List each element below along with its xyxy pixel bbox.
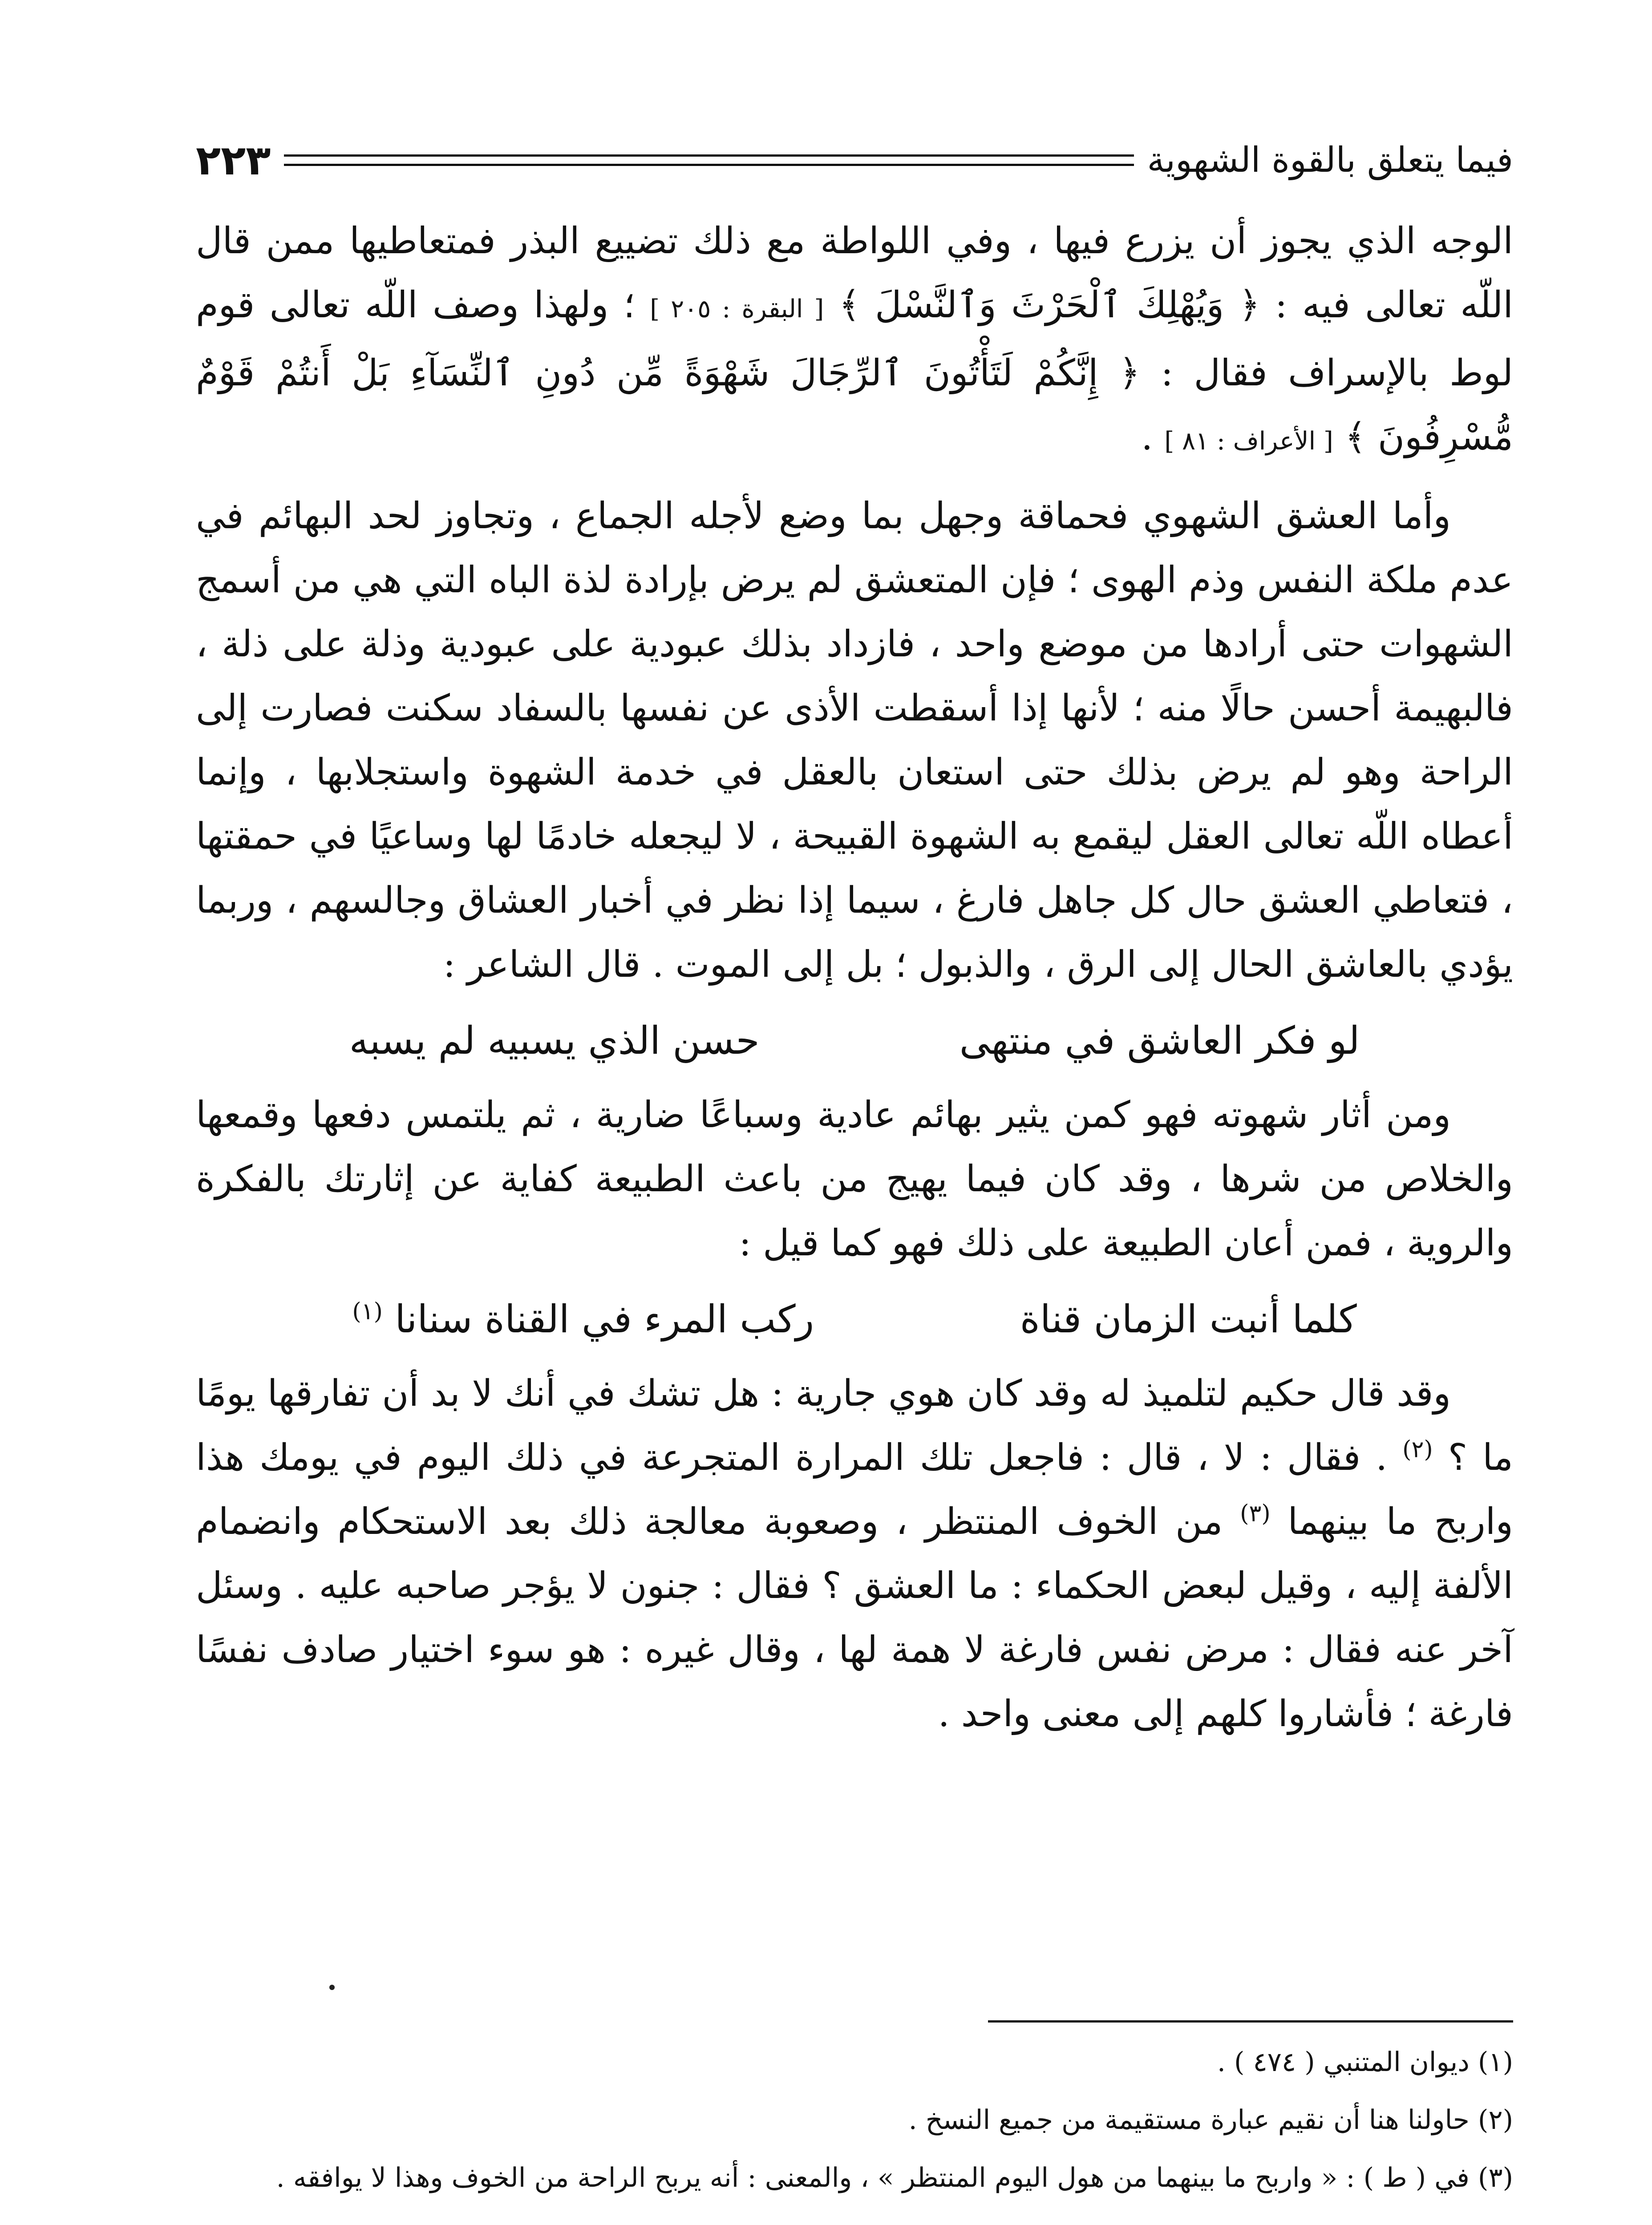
footnote-marker-1: (١) [352, 1298, 383, 1325]
verse-1-first-hemistich: لو فكر العاشق في منتهى [959, 1019, 1360, 1063]
chapter-title: فيما يتعلق بالقوة الشهوية [1147, 140, 1513, 180]
quran-verse-araf: ﴿ إِنَّكُمْ لَتَأْتُونَ ٱلرِّجَالَ شَهْوَةً مِّن دُونِ ٱلنِّسَآءِ بَلْ أَنتُمْ قَوْمٌ مُّسْرِفُونَ ﴾ [196, 352, 1513, 458]
running-header [196, 134, 1513, 187]
footnote-marker-2: (٢) [1402, 1436, 1433, 1463]
footnote-marker-3: (٣) [1240, 1500, 1271, 1527]
footnote-3: (٣) في ( ط ) : « واربح ما بينهما من هول اليوم المنتظر » ، والمعنى : أنه يربح الراحة من الخوف وهذا لا يوافقه . [276, 2162, 1513, 2193]
main-text [196, 209, 1513, 1757]
verse-2-first-hemistich: كلما أنبت الزمان قناة [1020, 1297, 1357, 1342]
page-number: ٢٢٣ [196, 136, 271, 184]
paragraph-1-end: . [1141, 416, 1153, 458]
citation-araf: [ الأعراف : ٨١ ] [1164, 427, 1333, 456]
quran-verse-baqarah: ﴿ وَيُهْلِكَ ٱلْحَرْثَ وَٱلنَّسْلَ ﴾ [838, 284, 1260, 326]
verse-2-second-hemistich [352, 1286, 814, 1353]
poem-verse-2 [196, 1286, 1513, 1353]
paragraph-1-text: الوجه الذي يجوز أن يزرع فيها ، وفي اللواطة مع ذلك تضييع البذر فمتعاطيها ممن قال اللّه تعالى فيه : [196, 220, 1513, 326]
paragraph-4-part-b: . فقال : لا ، قال : فاجعل تلك المرارة المتجرعة في ذلك اليوم في يومك هذا واربح ما بينهما [196, 1436, 1513, 1543]
header-double-rule [284, 154, 1134, 166]
footnote-separator [988, 2020, 1513, 2023]
footnotes [196, 2038, 1513, 2212]
poem-verse-1 [196, 1007, 1513, 1074]
paragraph-2: وأما العشق الشهوي فحماقة وجهل بما وضع لأجله الجماع ، وتجاوز لحد البهائم في عدم ملكة النفس وذم الهوى ؛ فإن المتعشق لم يرض بإرادة لذة الباه التي هي من أسمج الشهوات حتى أرادها من موضع واحد ، فازداد بذلك عبودية على عبودية وذلة على ذلة ، فالبهيمة أحسن حالًا منه ؛ لأنها إذا أسقطت الأذى عن نفسها بالسفاد سكنت فصارت إلى الراحة وهو لم يرض بذلك حتى استعان بالعقل في خدمة الشهوة واستجلابها ، وإنما أعطاه اللّه تعالى العقل ليقمع به الشهوة القبيحة ، لا ليجعله خادمًا لها وساعيًا في حمقتها ، فتعاطي العشق حال كل جاهل فارغ ، سيما إذا نظر في أخبار العشاق وجالسهم ، وربما يؤدي بالعاشق الحال إلى الرق ، والذبول ؛ بل إلى الموت . قال الشاعر : [196, 495, 1513, 986]
verse-1-second-hemistich: حسن الذي يسبيه لم يسبه [349, 1019, 760, 1063]
paragraph-4-part-c: من الخوف المنتظر ، وصعوبة معالجة ذلك بعد الاستحكام وانضمام الألفة إليه ، وقيل لبعض الحكماء : ما العشق ؟ فقال : جنون لا يؤجر صاحبه عليه . وسئل آخر عنه فقال : مرض نفس فارغة لا همة لها ، وقال غيره : هو سوء اختيار صادف نفسًا فارغة ؛ فأشاروا كلهم إلى معنى واحد . [196, 1501, 1513, 1735]
footnote-1: (١) ديوان المتنبي ( ٤٧٤ ) . [1217, 2047, 1513, 2078]
paragraph-1 [196, 209, 1513, 473]
footnote-2: (٢) حاولنا هنا أن نقيم عبارة مستقيمة من جميع النسخ . [908, 2104, 1513, 2136]
paragraph-4 [196, 1362, 1513, 1746]
paragraph-3: ومن أثار شهوته فهو كمن يثير بهائم عادية وسباعًا ضارية ، ثم يلتمس دفعها وقمعها والخلاص من شرها ، وقد كان فيما يهيج من باعث الطبيعة كفاية عن إثارتك بالفكرة والروية ، فمن أعان الطبيعة على ذلك فهو كما قيل : [196, 1094, 1513, 1264]
citation-baqarah: [ البقرة : ٢٠٥ ] [650, 295, 824, 324]
paragraph-4-part-a: وقد قال حكيم لتلميذ له وقد كان هوي جارية : هل تشك في أنك لا بد أن تفارقها يومًا ما ؟ [196, 1372, 1513, 1479]
verse-2-second-text: ركب المرء في القناة سنانا [395, 1297, 814, 1342]
print-speck [329, 1985, 335, 1990]
paragraph-1-middle: ؛ ولهذا وصف اللّه تعالى قوم لوط بالإسراف فقال : [196, 284, 1513, 394]
